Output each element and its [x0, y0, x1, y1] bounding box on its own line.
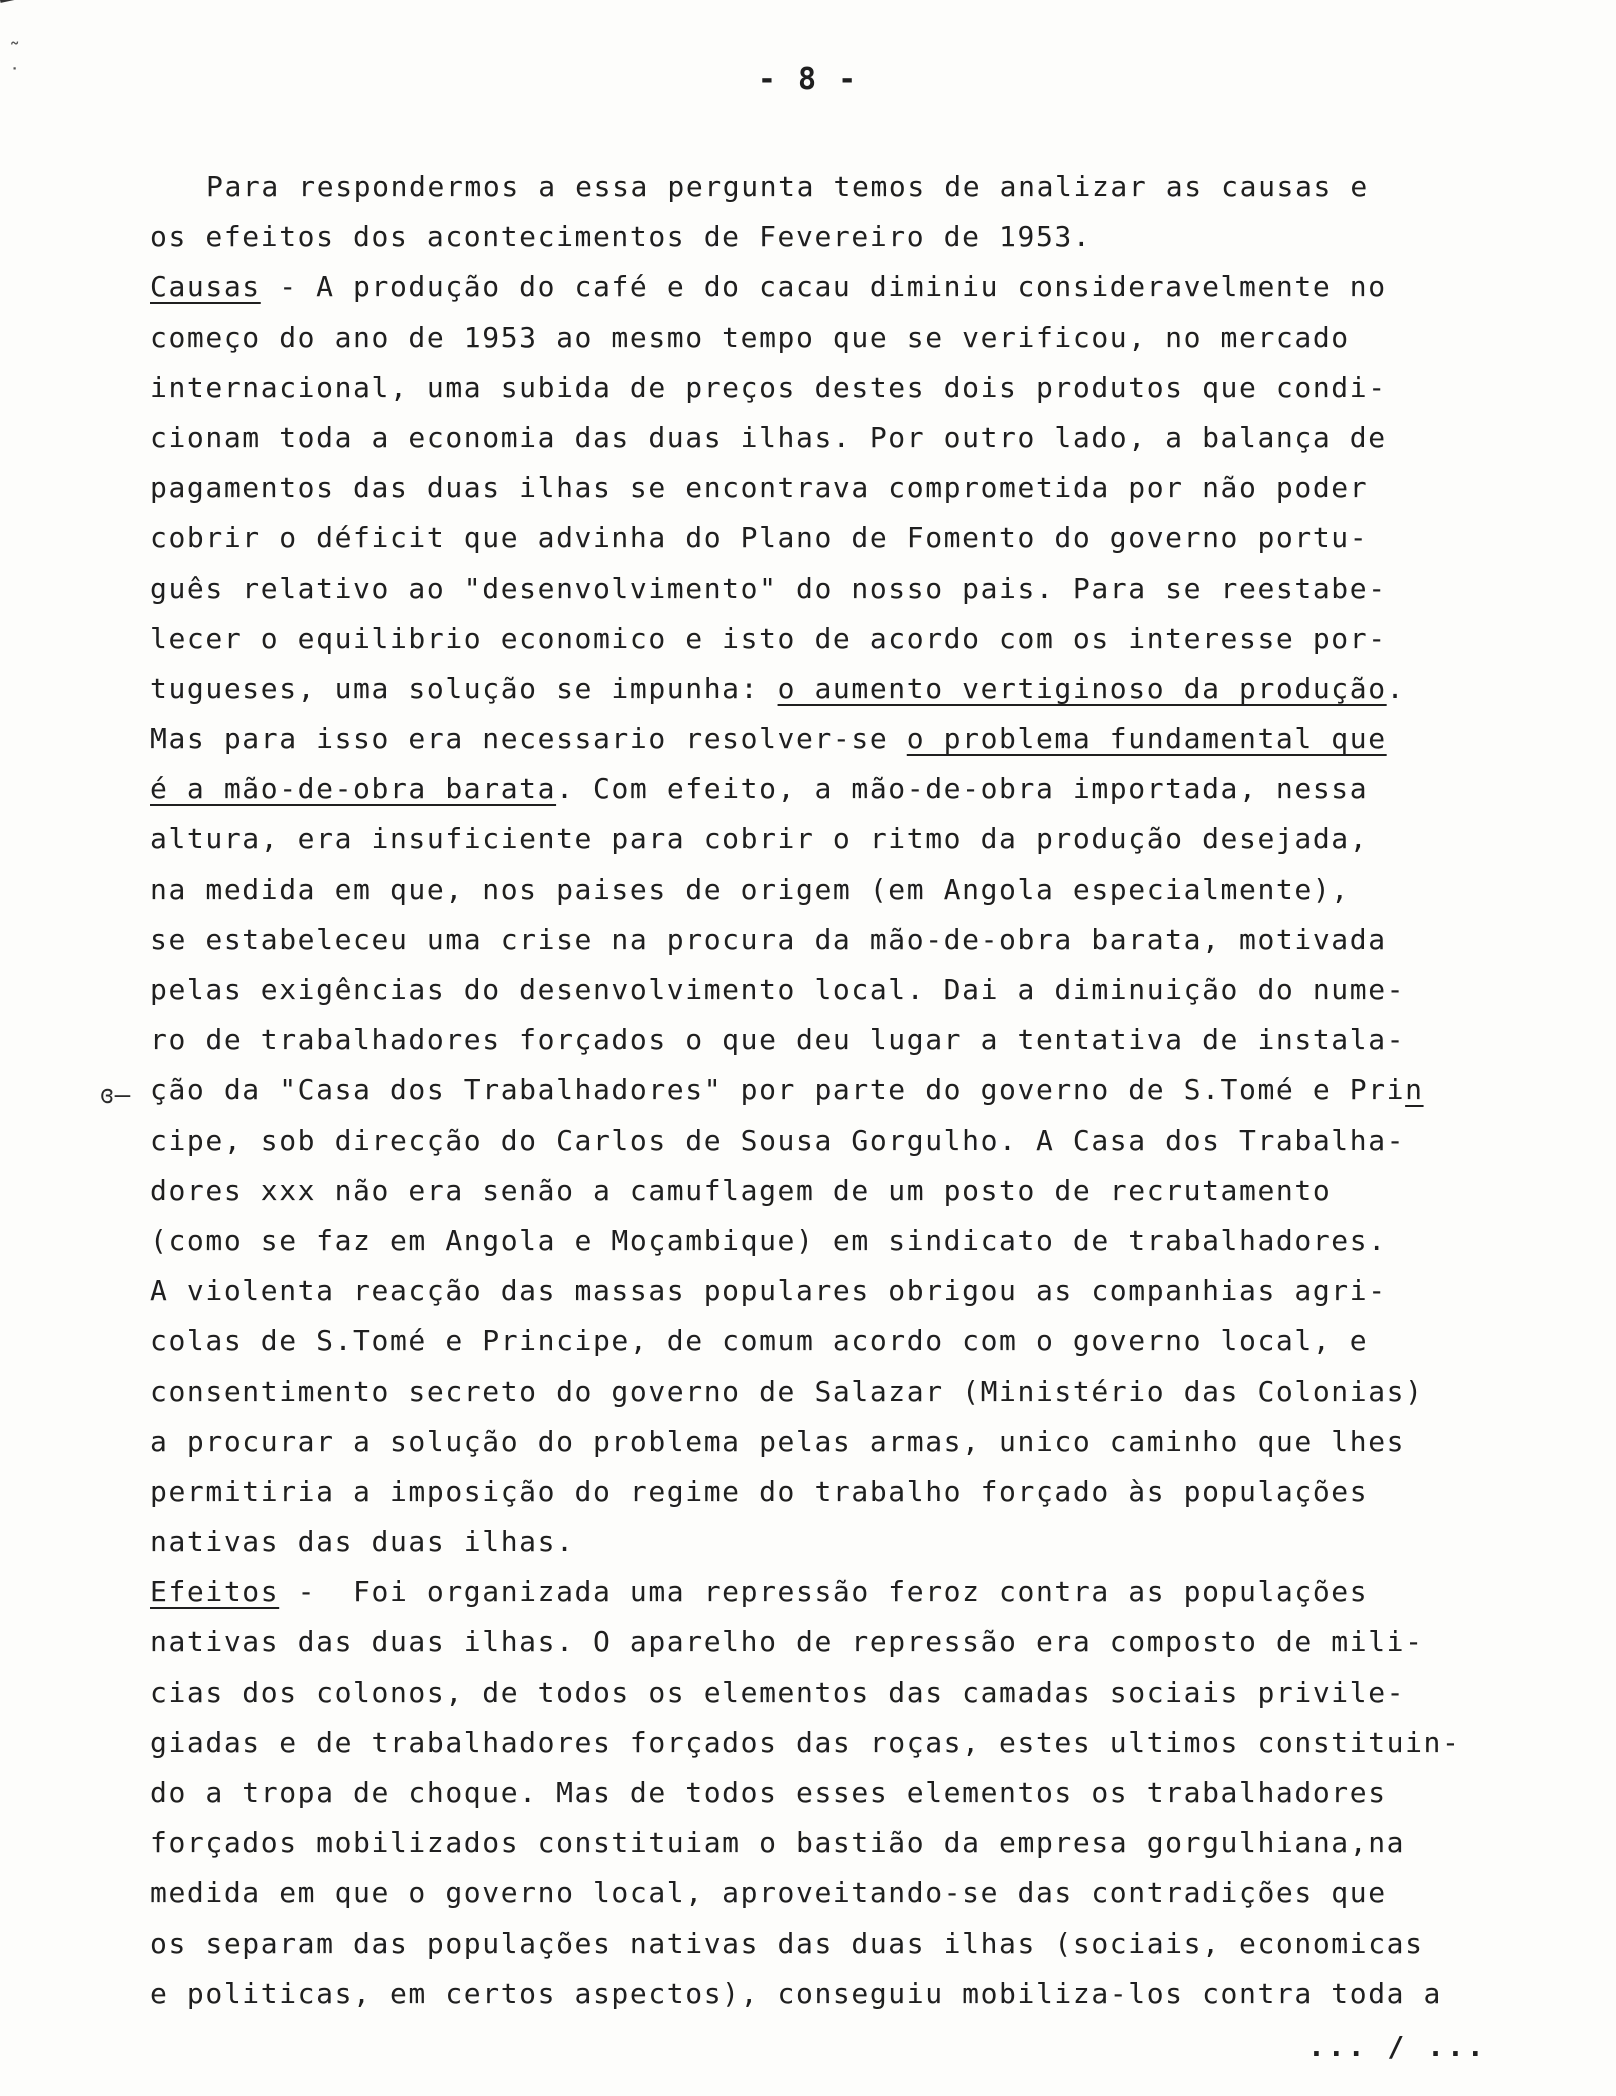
text-line — [150, 262, 1580, 312]
text-line: nativas das duas ilhas. — [150, 1525, 575, 1559]
line-text: - A produção do café e do cacau diminiu consideravelmente no — [260, 270, 1387, 304]
text-line: cipe, sob direcção do Carlos de Sousa Gorgulho. A Casa dos Trabalha- — [150, 1123, 1406, 1157]
underlined-phrase: o aumento vertiginoso da produção — [777, 671, 1387, 705]
line-text: - Foi organizada uma repressão feroz contra as populações — [279, 1575, 1369, 1609]
text-line: começo do ano de 1953 ao mesmo tempo que se verificou, no mercado — [150, 320, 1350, 354]
text-line: permitiria a imposição do regime do trabalho forçado às populações — [150, 1474, 1369, 1508]
text-line: ro de trabalhadores forçados o que deu lugar a tentativa de instala- — [150, 1023, 1406, 1057]
continuation-mark: ... / ... — [1308, 2030, 1487, 2063]
text-line: se estabeleceu uma crise na procura da mão-de-obra barata, motivada — [150, 922, 1387, 956]
text-line — [150, 1065, 1580, 1115]
text-line: consentimento secreto do governo de Salazar (Ministério das Colonias) — [150, 1374, 1424, 1408]
text-line: lecer o equilibrio economico e isto de acordo com os interesse por- — [150, 621, 1387, 655]
text-line: altura, era insuficiente para cobrir o ritmo da produção desejada, — [150, 822, 1369, 856]
line-text: tugueses, uma solução se impunha: — [150, 671, 778, 705]
body-text — [150, 162, 1580, 2019]
text-line — [150, 764, 1580, 814]
text-line: do a tropa de choque. Mas de todos esses elementos os trabalhadores — [150, 1776, 1387, 1809]
line-text: Mas para isso era necessario resolver-se — [150, 722, 907, 756]
scan-smudge: ˜ ˙ — [8, 40, 22, 90]
text-line: pelas exigências do desenvolvimento local. Dai a diminuição do nume- — [150, 973, 1406, 1006]
text-line: os separam das populações nativas das duas ilhas (sociais, economicas — [150, 1926, 1424, 1960]
line-text: ção da "Casa dos Trabalhadores" por parte do governo de S.Tomé e Pri — [150, 1073, 1406, 1107]
text-line: A violenta reacção das massas populares obrigou as companhias agri- — [150, 1274, 1387, 1308]
text-line: (como se faz em Angola e Moçambique) em sindicato de trabalhadores. — [150, 1223, 1387, 1257]
underlined-phrase: o problema fundamental que — [906, 722, 1387, 756]
text-line: giadas e de trabalhadores forçados das roças, estes ultimos constituin- — [150, 1725, 1461, 1759]
text-line — [150, 714, 1580, 764]
text-line: colas de S.Tomé e Principe, de comum acordo com o governo local, e — [150, 1324, 1369, 1358]
line-text: . Com efeito, a mão-de-obra importada, nessa — [556, 772, 1369, 806]
text-line: os efeitos dos acontecimentos de Fevereiro de 1953. — [150, 220, 1092, 254]
underlined-phrase: é a mão-de-obra barata — [150, 772, 557, 806]
text-line: guês relativo ao "desenvolvimento" do nosso pais. Para se reestabe- — [150, 571, 1387, 605]
text-line: dores xxx não era senão a camuflagem de um posto de recrutamento — [150, 1173, 1332, 1207]
text-line — [150, 664, 1580, 714]
text-line: forçados mobilizados constituiam o bastião da empresa gorgulhiana,na — [150, 1826, 1406, 1860]
page-corner-mark — [0, 0, 26, 13]
text-line: cias dos colonos, de todos os elementos das camadas sociais privile- — [150, 1675, 1406, 1709]
text-line: internacional, uma subida de preços destes dois produtos que condi- — [150, 370, 1387, 404]
line-text: . — [1386, 671, 1406, 705]
text-line: cionam toda a economia das duas ilhas. Por outro lado, a balança de — [150, 420, 1387, 454]
text-line: na medida em que, nos paises de origem (em Angola especialmente), — [150, 872, 1350, 906]
text-line: Para respondermos a essa pergunta temos de analizar as causas e — [206, 170, 1369, 203]
page-number: - 8 - — [757, 62, 859, 97]
text-line: cobrir o déficit que advinha do Plano de Fomento do governo portu- — [150, 521, 1369, 555]
underlined-letter: n — [1405, 1073, 1424, 1107]
text-line: a procurar a solução do problema pelas armas, unico caminho que lhes — [150, 1424, 1406, 1458]
text-line: nativas das duas ilhas. O aparelho de repressão era composto de mili- — [150, 1625, 1424, 1659]
margin-annotation: ɞ– — [99, 1080, 131, 1110]
section-heading-causas: Causas — [150, 270, 261, 304]
section-heading-efeitos: Efeitos — [150, 1575, 280, 1609]
text-line: medida em que o governo local, aproveitando-se das contradições que — [150, 1876, 1387, 1910]
text-line — [150, 1567, 1580, 1617]
text-line: pagamentos das duas ilhas se encontrava comprometida por não poder — [150, 471, 1369, 505]
text-line: e politicas, em certos aspectos), conseguiu mobiliza-los contra toda a — [150, 1976, 1443, 2010]
